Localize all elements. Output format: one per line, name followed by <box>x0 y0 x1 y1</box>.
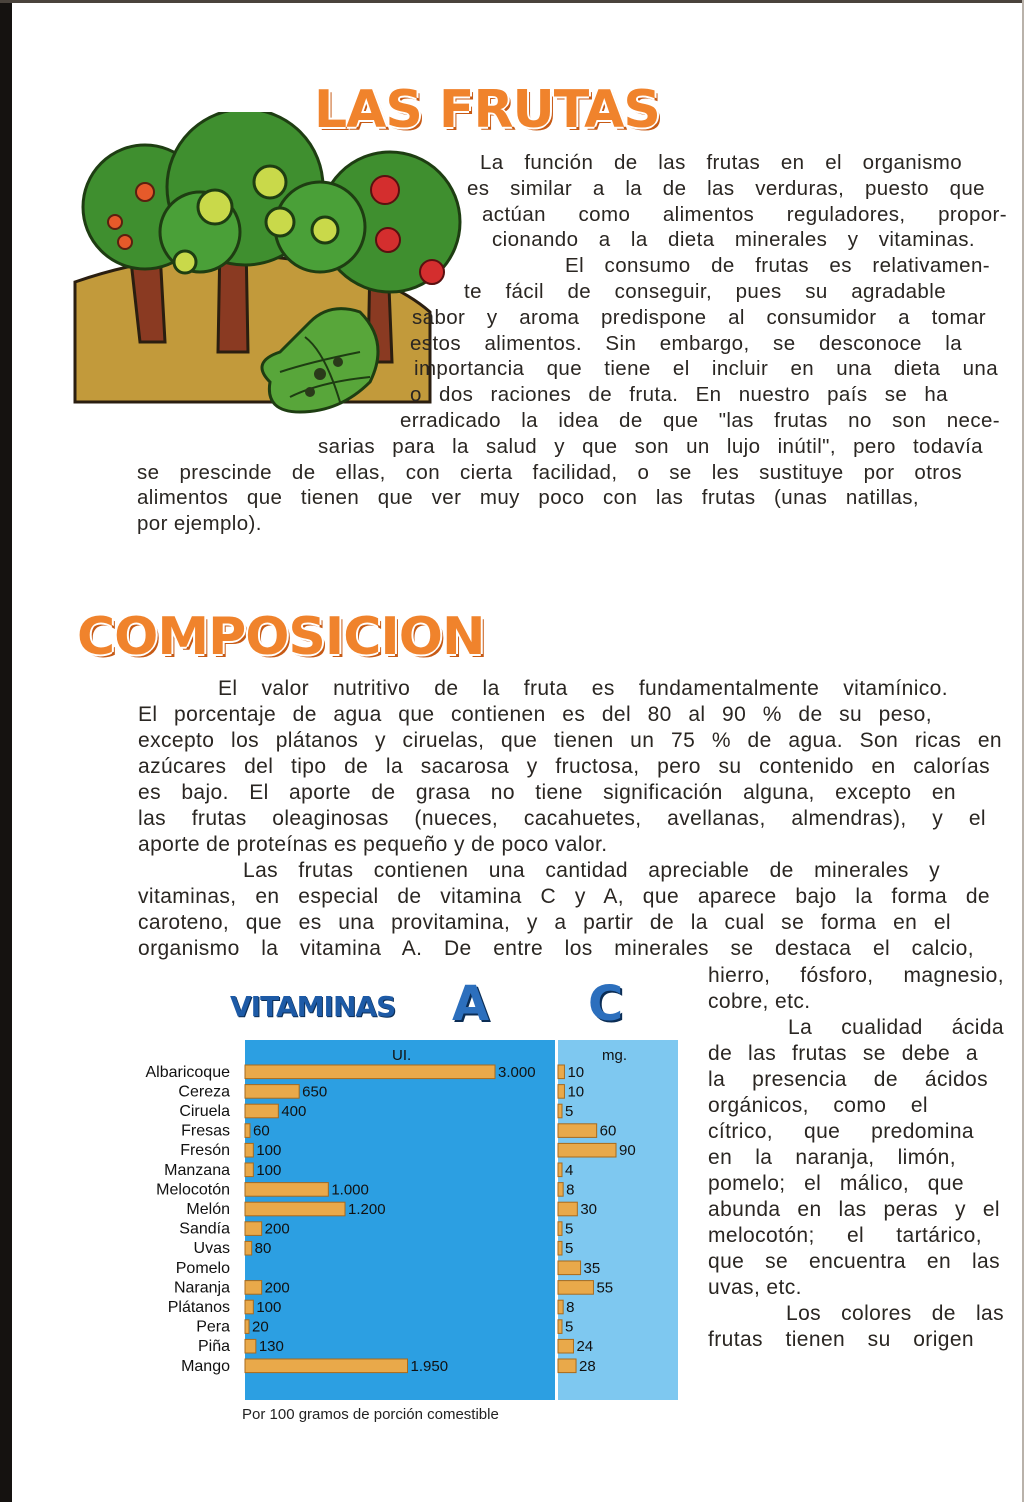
vitamin-a-bar <box>245 1241 252 1255</box>
vitamin-c-value-label: 5 <box>565 1220 574 1238</box>
side-line: la presencia de ácidos <box>708 1068 988 1091</box>
side-line: frutas tienen su origen <box>708 1328 974 1351</box>
intro-line: sarias para la salud y que son un lujo inútil", pero todavía <box>318 434 983 458</box>
vitamin-a-value-label: 130 <box>258 1338 284 1356</box>
vitamin-c-bar <box>558 1339 573 1353</box>
comp-line: El porcentaje de agua que contienen es del 80 al 90 % de su peso, <box>138 703 932 726</box>
vitamin-a-bar <box>245 1183 328 1197</box>
vitamin-a-bar <box>245 1320 249 1334</box>
vitamin-c-bar <box>558 1163 562 1177</box>
comp-line: azúcares del tipo de la sacarosa y fructosa, pero su contenido en calorías <box>138 755 990 778</box>
vitamin-a-bar <box>245 1124 250 1138</box>
composition-text <box>138 676 1002 962</box>
vitamin-c-bar <box>558 1241 562 1255</box>
heading-composition: COMPOSICION <box>77 607 485 667</box>
vitamins-bar-chart <box>110 1040 680 1400</box>
intro-line: cionando a la dieta minerales y vitaminas. <box>492 228 975 252</box>
comp-line: las frutas oleaginosas (nueces, cacahuetes, avellanas, almendras), y el <box>138 807 986 830</box>
chart-category-label: Pera <box>196 1318 230 1336</box>
chart-title: VITAMINAS <box>230 990 396 1023</box>
intro-line: se prescinde de ellas, con cierta facilidad, o se les sustituye por otros <box>137 460 962 484</box>
vitamin-a-bar <box>245 1104 278 1118</box>
vitamin-a-value-label: 1.950 <box>410 1357 449 1375</box>
vitamin-a-bar <box>245 1143 253 1157</box>
side-line: pomelo; el málico, que <box>708 1172 964 1195</box>
chart-category-label: Fresas <box>181 1122 230 1140</box>
side-line: cobre, etc. <box>708 990 811 1013</box>
chart-category-label: Melón <box>186 1201 230 1218</box>
vitamin-c-unit: mg. <box>602 1047 628 1064</box>
intro-line: por ejemplo). <box>137 512 262 536</box>
intro-text <box>0 150 1010 537</box>
vitamin-c-value-label: 10 <box>567 1083 585 1101</box>
side-line: hierro, fósforo, magnesio, <box>708 964 1004 987</box>
vitamin-c-bar <box>558 1143 616 1157</box>
chart-category-label: Mango <box>181 1357 230 1375</box>
vitamin-a-letter: A <box>452 976 490 1032</box>
vitamin-c-value-label: 5 <box>565 1103 574 1120</box>
heading-fruits: LAS FRUTAS <box>314 80 660 140</box>
vitamin-c-value-label: 28 <box>579 1357 596 1375</box>
vitamin-c-value-label: 10 <box>567 1063 585 1081</box>
chart-category-label: Piña <box>197 1338 230 1356</box>
intro-line: actúan como alimentos reguladores, propor- <box>482 202 1007 226</box>
chart-category-label: Cereza <box>178 1083 230 1101</box>
comp-line: Las frutas contienen una cantidad apreciable de minerales y <box>243 859 940 882</box>
vitamin-c-value-label: 5 <box>565 1318 574 1336</box>
chart-category-label: Fresón <box>180 1142 230 1160</box>
vitamin-a-value-label: 20 <box>252 1318 269 1336</box>
vitamin-c-letter: C <box>588 976 624 1032</box>
intro-line: alimentos que tienen que ver muy poco con las frutas (unas natillas, <box>137 486 919 510</box>
side-line: que se encuentra en las <box>708 1250 1000 1273</box>
vitamin-a-value-label: 650 <box>302 1083 328 1101</box>
intro-line: te fácil de conseguir, pues su agradable <box>464 279 946 303</box>
vitamin-c-bar <box>558 1281 593 1295</box>
side-line: cítrico, que predomina <box>708 1120 974 1143</box>
intro-line: importancia que tiene el incluir en una dieta una <box>414 357 998 381</box>
vitamin-a-bar <box>245 1222 262 1236</box>
side-line: en la naranja, limón, <box>708 1146 956 1169</box>
chart-caption: Por 100 gramos de porción comestible <box>242 1406 499 1423</box>
vitamin-c-value-label: 4 <box>565 1161 574 1179</box>
vitamin-c-bar <box>558 1222 562 1236</box>
vitamin-a-bar <box>245 1065 495 1079</box>
chart-category-label: Melocotón <box>156 1181 230 1199</box>
vitamin-a-value-label: 100 <box>256 1142 282 1160</box>
vitamin-a-value-label: 100 <box>256 1161 282 1179</box>
chart-category-label: Plátanos <box>167 1299 230 1316</box>
vitamin-a-value-label: 100 <box>256 1299 282 1316</box>
side-line: La cualidad ácida <box>788 1016 1004 1039</box>
chart-category-label: Naranja <box>173 1279 230 1297</box>
comp-line: organismo la vitamina A. De entre los minerales se destaca el calcio, <box>138 937 974 960</box>
vitamin-c-value-label: 8 <box>566 1181 575 1199</box>
vitamin-c-bar <box>558 1183 563 1197</box>
vitamin-c-value-label: 90 <box>619 1142 636 1160</box>
vitamin-c-bar <box>558 1261 581 1275</box>
chart-category-label: Pomelo <box>175 1259 230 1277</box>
vitamin-a-value-label: 400 <box>281 1103 307 1120</box>
comp-line: caroteno, que es una provitamina, y a partir de la cual se forma en el <box>138 911 951 934</box>
intro-line: o dos raciones de fruta. En nuestro país se ha <box>410 383 948 407</box>
vitamin-a-bar <box>245 1163 253 1177</box>
vitamin-a-bar <box>245 1202 345 1216</box>
vitamin-c-bar <box>558 1359 576 1373</box>
vitamin-a-bar <box>245 1359 408 1373</box>
comp-line: aporte de proteínas es pequeño y de poco valor. <box>138 833 608 856</box>
comp-line: excepto los plátanos y ciruelas, que tienen un 75 % de agua. Son ricas en <box>138 729 1002 752</box>
vitamin-a-bar <box>245 1300 253 1314</box>
intro-line: La función de las frutas en el organismo <box>480 151 962 174</box>
vitamin-c-value-label: 55 <box>596 1279 614 1297</box>
chart-category-label: Manzana <box>164 1161 230 1179</box>
chart-category-label: Ciruela <box>179 1103 230 1120</box>
vitamin-a-bar <box>245 1281 262 1295</box>
vitamin-c-bar <box>558 1104 562 1118</box>
chart-category-label: Sandía <box>179 1220 230 1238</box>
vitamin-a-value-label: 200 <box>264 1279 290 1297</box>
vitamin-a-value-label: 80 <box>254 1240 272 1258</box>
vitamin-a-bar <box>245 1339 256 1353</box>
chart-category-label: Albaricoque <box>145 1063 230 1081</box>
vitamin-c-bar <box>558 1124 597 1138</box>
vitamin-a-value-label: 1.200 <box>348 1201 386 1218</box>
side-line: orgánicos, como el <box>708 1094 928 1117</box>
vitamin-c-value-label: 60 <box>599 1122 617 1140</box>
side-line: abunda en las peras y el <box>708 1198 1000 1221</box>
vitamin-a-value-label: 3.000 <box>498 1063 536 1081</box>
vitamin-a-value-label: 60 <box>253 1122 270 1140</box>
vitamin-c-value-label: 8 <box>566 1299 575 1316</box>
vitamin-c-value-label: 30 <box>580 1201 598 1218</box>
page-edge-top <box>0 0 1024 3</box>
side-text <box>708 963 1004 1353</box>
comp-line: vitaminas, en especial de vitamina C y A, que aparece bajo la forma de <box>138 885 990 908</box>
intro-line: estos alimentos. Sin embargo, se desconoce la <box>410 331 962 355</box>
vitamin-a-value-label: 200 <box>264 1220 290 1238</box>
vitamin-a-bar <box>245 1085 299 1099</box>
intro-line: sabor y aroma predispone al consumidor a tomar <box>412 305 986 329</box>
intro-line: El consumo de frutas es relativamen- <box>565 254 990 278</box>
vitamin-c-bar <box>558 1065 564 1079</box>
vitamin-c-value-label: 5 <box>565 1240 574 1258</box>
vitamin-c-bar <box>558 1300 563 1314</box>
chart-category-label: Uvas <box>193 1240 230 1258</box>
vitamin-c-bar <box>558 1085 564 1099</box>
vitamin-c-value-label: 24 <box>576 1338 594 1356</box>
comp-line: El valor nutritivo de la fruta es fundamentalmente vitamínico. <box>218 677 948 700</box>
intro-line: erradicado la idea de que "las frutas no son nece- <box>400 408 1000 432</box>
side-line: Los colores de las <box>786 1302 1004 1325</box>
vitamin-c-bar <box>558 1320 562 1334</box>
vitamin-a-value-label: 1.000 <box>331 1181 369 1199</box>
vitamin-c-value-label: 35 <box>583 1259 601 1277</box>
intro-line: es similar a la de las verduras, puesto que <box>467 176 985 200</box>
side-line: uvas, etc. <box>708 1276 802 1299</box>
comp-line: es bajo. El aporte de grasa no tiene significación alguna, excepto en <box>138 781 956 804</box>
side-line: melocotón; el tartárico, <box>708 1224 982 1247</box>
side-line: de las frutas se debe a <box>708 1042 978 1065</box>
vitamin-c-bar <box>558 1202 577 1216</box>
vitamin-a-unit: UI. <box>392 1047 412 1064</box>
